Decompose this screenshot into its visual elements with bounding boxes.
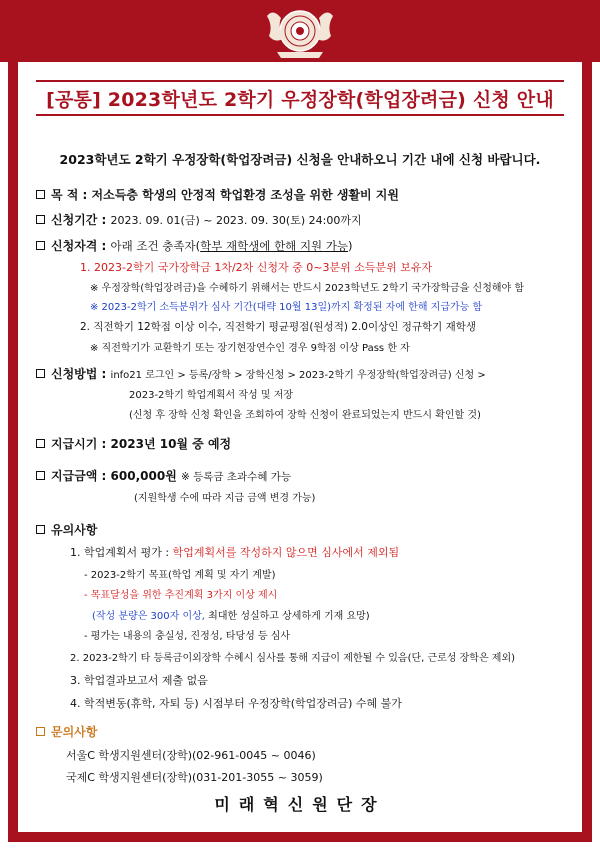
eligibility-note-3: ※ 직전학기가 교환학기 또는 장기현장연수인 경우 9학점 이상 Pass 한 자 — [90, 343, 410, 354]
method-line-1: info21 로그인 > 등록/장학 > 장학신청 > 2023-2학기 우정장학(학업장려금) 신청 > — [110, 370, 486, 381]
period-row — [36, 211, 362, 228]
purpose-text: 저소득층 학생의 안정적 학업환경 조성을 위한 생활비 지원 — [91, 188, 399, 202]
timing-row — [36, 435, 231, 452]
notes-item-1-a: 1. 학업계획서 평가 : — [70, 546, 170, 559]
notes-label: 유의사항 — [51, 523, 98, 537]
page-title: [공통] 2023학년도 2학기 우정장학(학업장려금) 신청 안내 — [46, 88, 554, 111]
eligibility-text-a: 아래 조건 충족자( — [110, 239, 201, 253]
university-emblem-icon — [263, 2, 337, 60]
checkbox-icon — [36, 525, 45, 534]
checkbox-icon — [36, 727, 45, 736]
notes-item-1 — [70, 544, 399, 560]
header-band — [0, 0, 600, 62]
method-line-3: (신청 후 장학 신청 확인을 조회하여 장학 신청이 완료되었는지 반드시 확인할 것) — [129, 410, 481, 421]
contact-row — [36, 723, 97, 740]
notes-sub-3-a: (작성 분량은 300자 이상, — [92, 611, 205, 622]
amount-note: ※ 등록금 초과수혜 가능 — [180, 471, 292, 483]
notes-item-4: 4. 학적변동(휴학, 자퇴 등) 시점부터 우정장학(학업장려금) 수혜 불가 — [70, 697, 402, 710]
method-row — [36, 365, 486, 382]
eligibility-text-c: ) — [348, 239, 353, 253]
notes-item-3: 3. 학업결과보고서 제출 없음 — [70, 674, 208, 687]
footer-signature: 미래혁신원단장 — [214, 795, 386, 814]
checkbox-icon — [36, 471, 45, 480]
timing-label: 지급시기 : — [51, 437, 107, 451]
notes-item-2: 2. 2023-2학기 타 등록금이외장학 수혜시 심사를 통해 지급이 제한될 수 있음(단, 근로성 장학은 제외) — [70, 653, 516, 664]
contact-global: 국제C 학생지원센터(장학)(031-201-3055 ~ 3059) — [66, 771, 323, 784]
eligibility-item-2: 2. 직전학기 12학점 이상 이수, 직전학기 평균평점(원성적) 2.0이상인 정규학기 재학생 — [80, 321, 477, 333]
method-line-2: 2023-2학기 학업계획서 작성 및 저장 — [129, 390, 294, 401]
checkbox-icon — [36, 190, 45, 199]
notes-sub-3 — [92, 607, 370, 622]
eligibility-note-1: ※ 우정장학(학업장려금)을 수혜하기 위해서는 반드시 2023학년도 2학기 국가장학금을 신청해야 함 — [90, 283, 525, 294]
eligibility-note-2: ※ 2023-2학기 소득분위가 심사 기간(대략 10월 13일)까지 확정된 자에 한해 지급가능 함 — [90, 302, 483, 313]
purpose-label: 목 적 : — [51, 188, 88, 202]
intro-text: 2023학년도 2학기 우정장학(학업장려금) 신청을 안내하오니 기간 내에 신청 바랍니다. — [59, 152, 541, 167]
checkbox-icon — [36, 369, 45, 378]
contact-label: 문의사항 — [51, 725, 98, 739]
checkbox-icon — [36, 215, 45, 224]
period-label: 신청기간 : — [51, 213, 107, 227]
contact-seoul: 서울C 학생지원센터(장학)(02-961-0045 ~ 0046) — [66, 749, 316, 762]
notes-sub-1: - 2023-2학기 목표(학업 계획 및 자기 계발) — [84, 570, 276, 581]
amount-row — [36, 467, 291, 484]
method-label: 신청방법 : — [51, 367, 107, 381]
amount-value: 600,000원 — [110, 469, 177, 483]
timing-text: 2023년 10월 중 예정 — [110, 437, 232, 451]
eligibility-label: 신청자격 : — [51, 239, 107, 253]
title-bar — [8, 62, 592, 134]
eligibility-item-1: 1. 2023-2학기 국가장학금 1차/2차 신청자 중 0~3분위 소득분위 보유자 — [80, 261, 433, 274]
purpose-row — [36, 186, 399, 203]
eligibility-row — [36, 237, 353, 254]
notes-sub-2: - 목표달성을 위한 추진계획 3가지 이상 제시 — [84, 590, 278, 601]
amount-label: 지급금액 : — [51, 469, 107, 483]
notes-sub-4: - 평가는 내용의 충실성, 진정성, 타당성 등 심사 — [84, 631, 291, 642]
checkbox-icon — [36, 241, 45, 250]
checkbox-icon — [36, 439, 45, 448]
notes-row — [36, 521, 97, 538]
notes-item-1-b: 학업계획서를 작성하지 않으면 심사에서 제외됨 — [172, 546, 400, 559]
period-text: 2023. 09. 01(금) ~ 2023. 09. 30(토) 24:00까지 — [110, 214, 362, 227]
notes-sub-3-b: 최대한 성실하고 상세하게 기재 요망) — [208, 611, 370, 622]
eligibility-text-b: 학부 재학생에 한해 지원 가능 — [200, 239, 349, 253]
amount-sub: (지원학생 수에 따라 지급 금액 변경 가능) — [134, 493, 316, 504]
